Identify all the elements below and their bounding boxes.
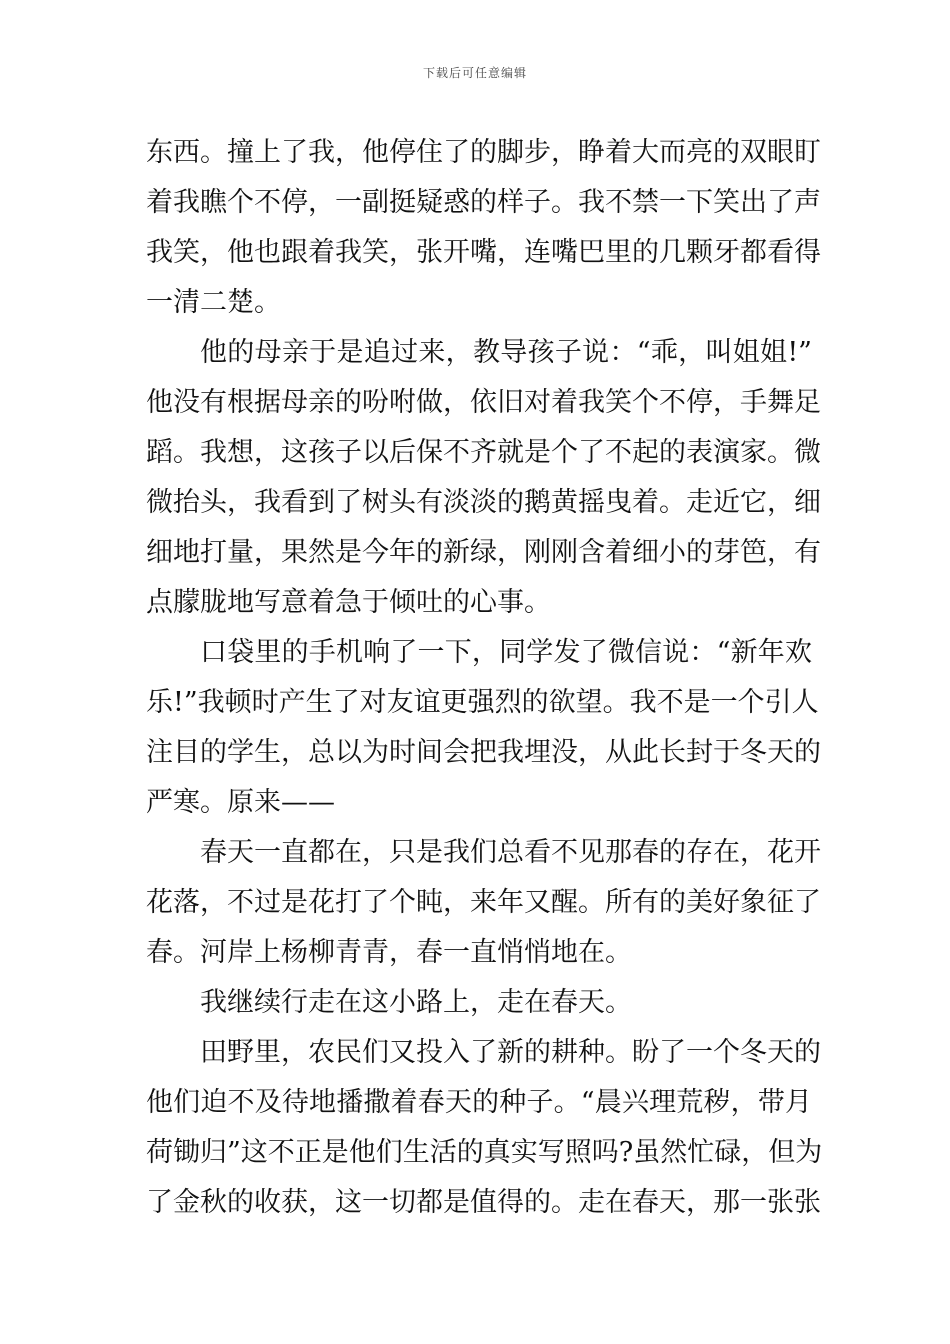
body-text [146,128,823,1228]
text-line: 点朦胧地写意着急于倾吐的心事。 [146,587,551,618]
page-header: 下载后可任意编辑 [422,66,527,80]
text-line: 了金秋的收获，这一切都是值得的。走在春天，那一张张 [146,1187,821,1218]
text-line: 乐!”我顿时产生了对友谊更强烈的欲望。我不是一个引人 [146,687,819,718]
text-line: 田野里，农民们又投入了新的耕种。盼了一个冬天的 [200,1037,821,1068]
text-line: 我继续行走在这小路上，走在春天。 [200,987,632,1018]
text-line: 严寒。原来—— [146,787,335,818]
text-line: 荷锄归”这不正是他们生活的真实写照吗?虽然忙碌，但为 [146,1137,823,1168]
text-line: 蹈。我想，这孩子以后保不齐就是个了不起的表演家。微 [146,437,821,468]
text-line: 春。河岸上杨柳青青，春一直悄悄地在。 [146,937,632,968]
text-line: 他的母亲于是追过来，教导孩子说：“乖，叫姐姐!” [200,337,812,368]
text-line: 着我瞧个不停，一副挺疑惑的样子。我不禁一下笑出了声 [146,187,821,218]
text-line: 东西。撞上了我，他停住了的脚步，睁着大而亮的双眼盯 [146,137,821,168]
text-line: 他们迫不及待地播撒着春天的种子。“晨兴理荒秽，带月 [146,1087,812,1118]
text-line: 花落，不过是花打了个盹，来年又醒。所有的美好象征了 [146,887,821,918]
text-line: 他没有根据母亲的吩咐做，依旧对着我笑个不停，手舞足 [146,387,821,418]
text-line: 口袋里的手机响了一下，同学发了微信说：“新年欢 [200,637,812,668]
text-line: 春天一直都在，只是我们总看不见那春的存在，花开 [200,837,821,868]
text-line: 注目的学生，总以为时间会把我埋没，从此长封于冬天的 [146,737,821,768]
text-line: 细地打量，果然是今年的新绿，刚刚含着细小的芽笆，有 [146,537,821,568]
text-line: 一清二楚。 [146,287,281,318]
text-line: 微抬头，我看到了树头有淡淡的鹅黄摇曳着。走近它，细 [146,487,821,518]
text-line: 我笑，他也跟着我笑，张开嘴，连嘴巴里的几颗牙都看得 [146,237,821,268]
